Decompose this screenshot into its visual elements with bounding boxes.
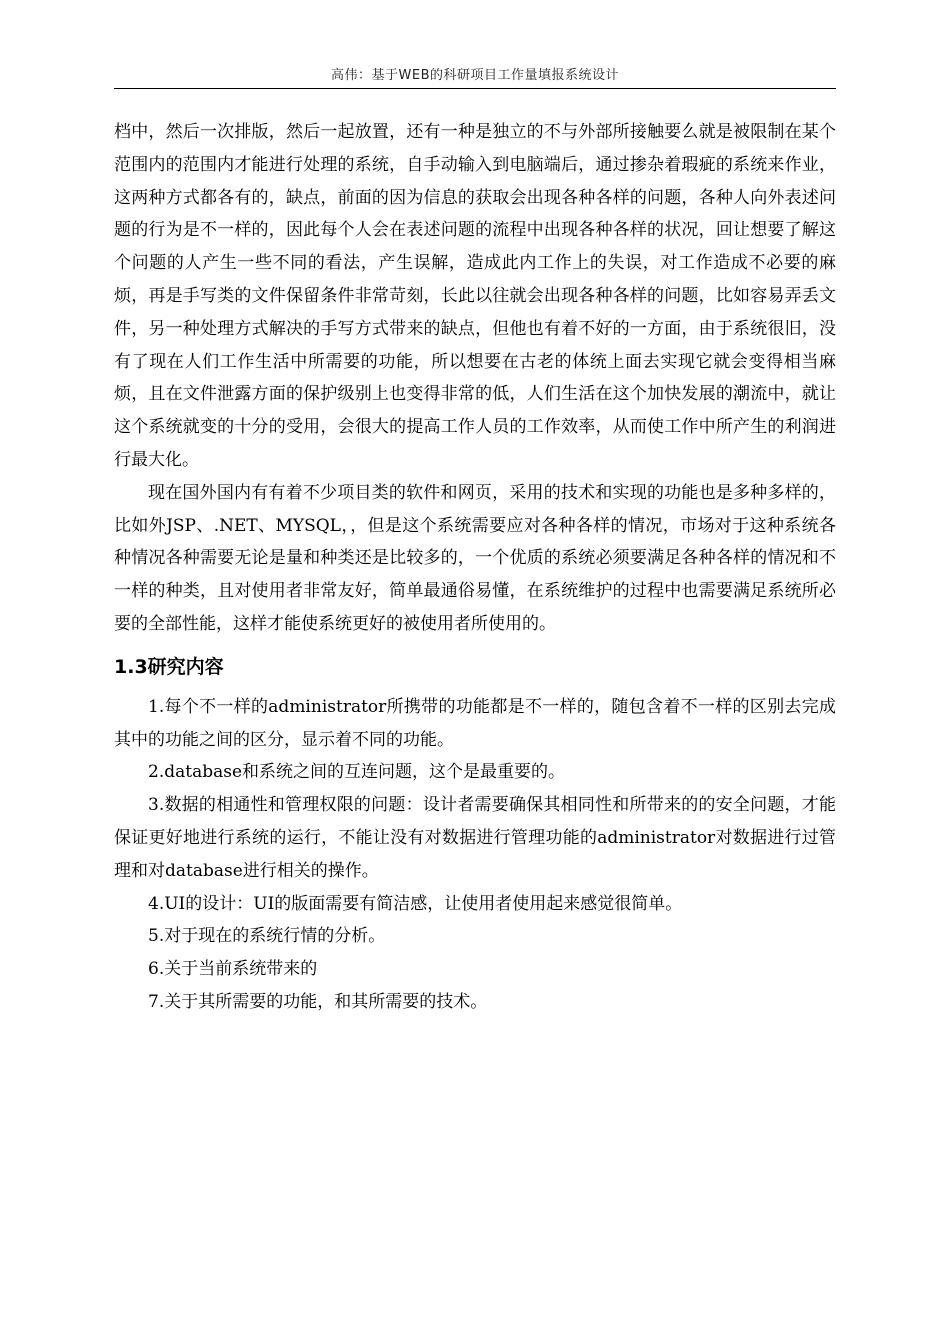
header-rule bbox=[114, 88, 836, 89]
list-item: 5.对于现在的系统行情的分析。 bbox=[148, 926, 386, 947]
list-item: 4.UI的设计：UI的版面需要有简洁感，让使用者使用起来感觉很简单。 bbox=[148, 893, 683, 914]
list-item: 1.每个不一样的administrator所携带的功能都是不一样的，随包含着不一样的区别去完成其中的功能之间的区分，显示着不同的功能。 bbox=[114, 696, 836, 750]
list-item: 2.database和系统之间的互连问题，这个是最重要的。 bbox=[148, 762, 566, 783]
running-header: 高伟：基于WEB的科研项目工作量填报系统设计 bbox=[331, 68, 619, 83]
page-body bbox=[114, 116, 836, 1019]
list-item: 6.关于当前系统带来的 bbox=[148, 959, 318, 980]
list-item: 3.数据的相通性和管理权限的问题：设计者需要确保其相同性和所带来的的安全问题，才能保证更好地进行系统的运行，不能让没有对数据进行管理功能的administrator对数据进行过管理和对database进行相关的操作。 bbox=[114, 795, 836, 881]
body-paragraph-continued: 档中，然后一次排版，然后一起放置，还有一种是独立的不与外部所接触要么就是被限制在某个范围内的范围内才能进行处理的系统，自手动输入到电脑端后，通过掺杂着瑕疵的系统来作业，这两种方式都各有的，缺点，前面的因为信息的获取会出现各种各样的问题，各种人向外表述问题的行为是不一样的，因此每个人会在表述问题的流程中出现各种各样的状况，回让想要了解这个问题的人产生一些不同的看法，产生误解，造成此内工作上的失误，对工作造成不必要的麻烦，再是手写类的文件保留条件非常苛刻，长此以往就会出现各种各样的问题，比如容易弄丢文件，另一种处理方式解决的手写方式带来的缺点，但他也有着不好的一方面，由于系统很旧，没有了现在人们工作生活中所需要的功能，所以想要在古老的体统上面去实现它就会变得相当麻烦，且在文件泄露方面的保护级别上也变得非常的低，人们生活在这个加快发展的潮流中，就让这个系统就变的十分的受用，会很大的提高工作人员的工作效率，从而使工作中所产生的利润进行最大化。 bbox=[114, 122, 836, 470]
body-paragraph: 现在国外国内有有着不少项目类的软件和网页，采用的技术和实现的功能也是多种多样的，比如外JSP、.NET、MYSQL，，但是这个系统需要应对各种各样的情况，市场对于这种系统各种情况各种需要无论是量和种类还是比较多的，一个优质的系统必须要满足各种各样的情况和不一样的种类，且对使用者非常友好，简单最通俗易懂，在系统维护的过程中也需要满足系统所必要的全部性能，这样才能使系统更好的被使用者所使用的。 bbox=[114, 482, 836, 634]
section-heading: 1.3研究内容 bbox=[114, 655, 224, 678]
list-item: 7.关于其所需要的功能，和其所需要的技术。 bbox=[148, 991, 488, 1012]
